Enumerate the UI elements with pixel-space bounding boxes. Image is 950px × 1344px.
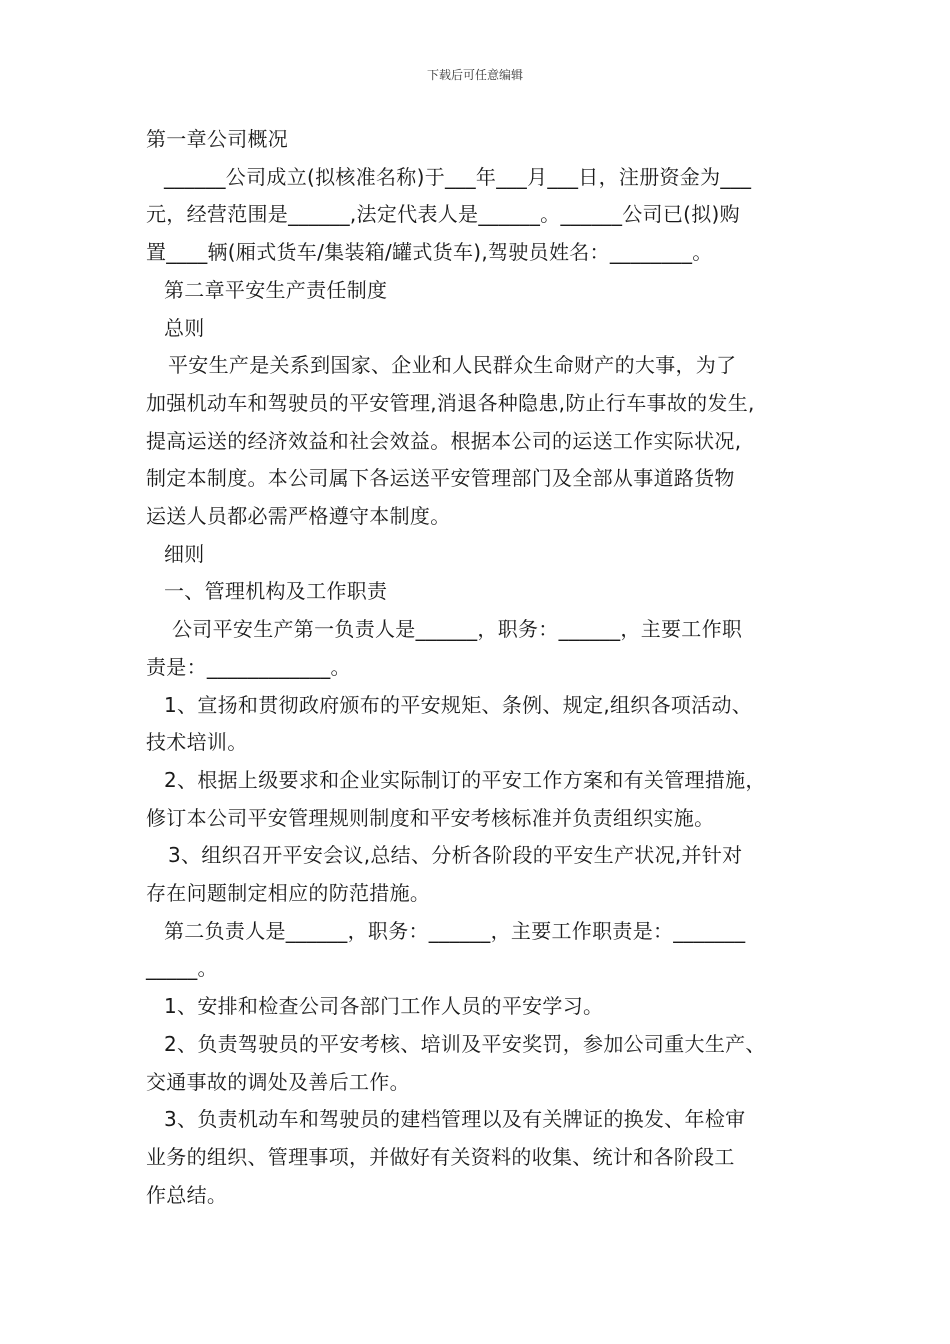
paragraph-line: 技术培训。 [146,730,248,755]
paragraph-line: 修订本公司平安管理规则制度和平安考核标准并负责组织实施。 [146,805,715,830]
paragraph-line: 加强机动车和驾驶员的平安管理,消退各种隐患,防止行车事故的发生, [146,390,755,415]
paragraph-line: 存在问题制定相应的防范措施。 [146,881,431,906]
paragraph-line: 元，经营范围是______,法定代表人是______。______公司已(拟)购 [146,202,740,227]
paragraph-line: 提高运送的经济效益和社会效益。根据本公司的运送工作实际状况, [146,428,742,453]
list-item: 3、组织召开平安会议,总结、分析各阶段的平安生产状况,并针对 [168,843,743,868]
document-body [146,121,814,1214]
chapter-title: 第二章平安生产责任制度 [164,277,388,302]
list-item: 3、负责机动车和驾驶员的建档管理以及有关牌证的换发、年检审 [164,1107,746,1132]
paragraph-line: 平安生产是关系到国家、企业和人民群众生命财产的大事，为了 [168,353,737,378]
paragraph-line: ______公司成立(拟核准名称)于___年___月___日，注册资金为___ [164,164,752,189]
paragraph-line: 公司平安生产第一负责人是______，职务：______，主要工作职 [172,617,743,642]
section-heading: 一、管理机构及工作职责 [164,579,388,604]
list-item: 2、根据上级要求和企业实际制订的平安工作方案和有关管理措施， [164,767,766,792]
list-item: 1、安排和检查公司各部门工作人员的平安学习。 [164,994,604,1019]
paragraph-line: 运送人员都必需严格遵守本制度。 [146,504,451,529]
section-heading: 细则 [164,541,205,566]
paragraph-line: 业务的组织、管理事项，并做好有关资料的收集、统计和各阶段工 [146,1144,735,1169]
paragraph-line: 交通事故的调处及善后工作。 [146,1069,410,1094]
list-item: 1、宣扬和贯彻政府颁布的平安规矩、条例、规定,组织各项活动、 [164,692,753,717]
paragraph-line: 责是：____________。 [146,654,351,679]
list-item: 2、负责驾驶员的平安考核、培训及平安奖罚，参加公司重大生产、 [164,1031,766,1056]
paragraph-line: 作总结。 [146,1182,228,1207]
paragraph-line: 第二负责人是______，职务：______，主要工作职责是：_______ [164,918,746,943]
chapter-title: 第一章公司概况 [146,127,289,151]
section-heading: 总则 [164,315,205,340]
paragraph-line: 制定本制度。本公司属下各运送平安管理部门及全部从事道路货物 [146,466,735,491]
page-header: 下载后可任意编辑 [426,68,523,82]
paragraph-line: 置____辆(厢式货车/集装箱/罐式货车),驾驶员姓名：________。 [146,240,713,265]
paragraph-line: _____。 [146,956,218,981]
